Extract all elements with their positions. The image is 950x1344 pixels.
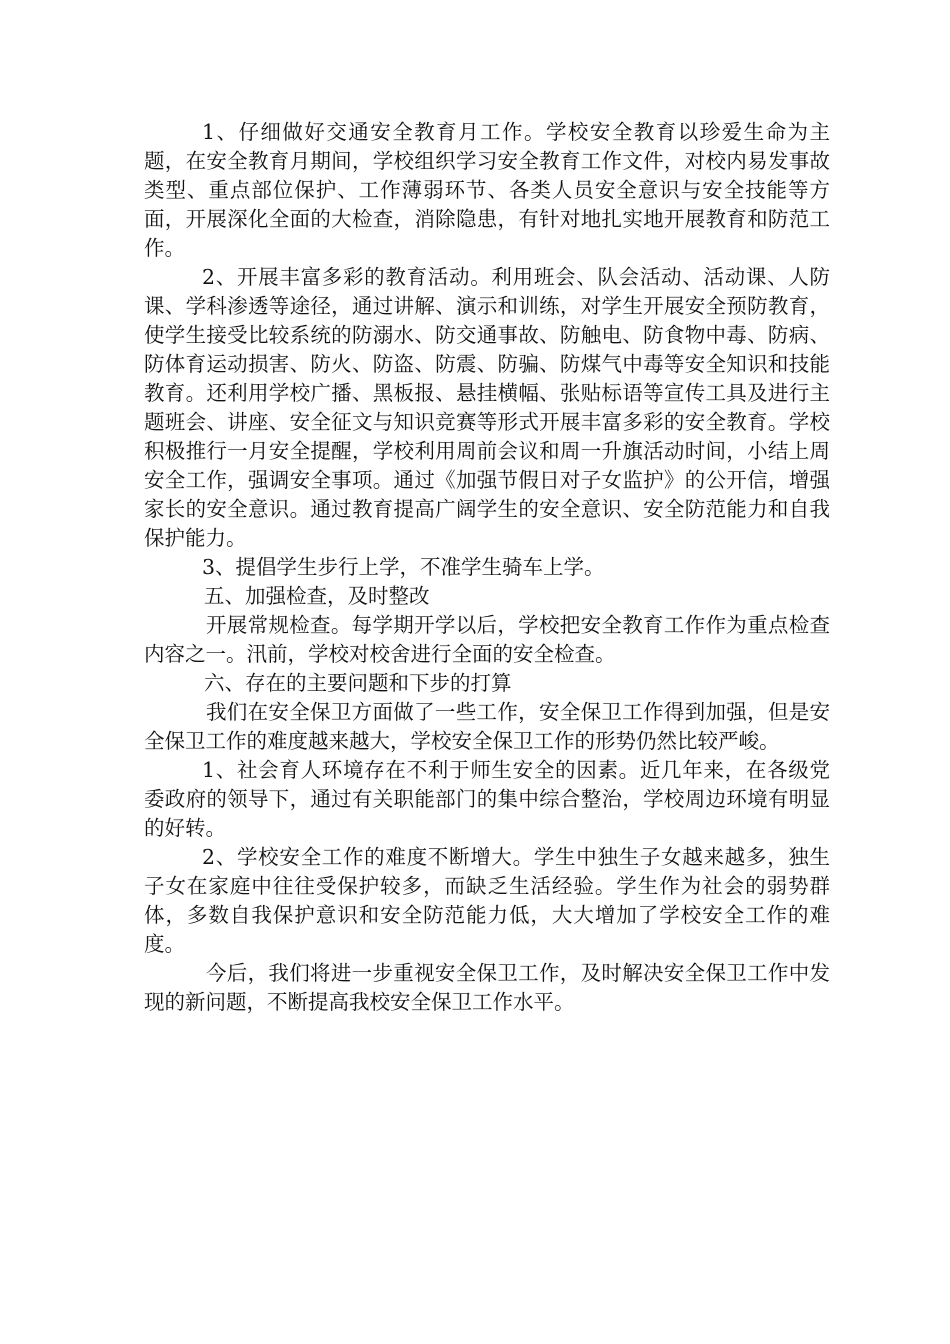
section-heading-inspection: 五、加强检查，及时整改 bbox=[204, 584, 430, 608]
paragraph-future-plans: 今后，我们将进一步重视安全保卫工作，及时解决安全保卫工作中发现的新问题，不断提高我校安全保卫工作水平。 bbox=[144, 961, 830, 1014]
paragraph-walk-to-school: 3、提倡学生步行上学，不准学生骑车上学。 bbox=[202, 555, 605, 579]
paragraph-traffic-safety-month: 1、仔细做好交通安全教育月工作。学校安全教育以珍爱生命为主题，在安全教育月期间，学校组织学习安全教育工作文件，对校内易发事故类型、重点部位保护、工作薄弱环节、各类人员安全意识与安全技能等方面，开展深化全面的大检查，消除隐患，有针对地扎实地开展教育和防范工作。 bbox=[144, 120, 830, 260]
section-heading-problems-plans: 六、存在的主要问题和下步的打算 bbox=[204, 671, 512, 695]
document-body bbox=[144, 118, 830, 1017]
paragraph-difficulty-increase: 2、学校安全工作的难度不断增大。学生中独生子女越来越多，独生子女在家庭中往往受保护较多，而缺乏生活经验。学生作为社会的弱势群体，多数自我保护意识和安全防范能力低，大大增加了学校安全工作的难度。 bbox=[144, 845, 830, 956]
paragraph-security-overview: 我们在安全保卫方面做了一些工作，安全保卫工作得到加强，但是安全保卫工作的难度越来越大，学校安全保卫工作的形势仍然比较严峻。 bbox=[144, 700, 830, 753]
paragraph-routine-inspection: 开展常规检查。每学期开学以后，学校把安全教育工作作为重点检查内容之一。汛前，学校对校舍进行全面的安全检查。 bbox=[144, 613, 830, 666]
paragraph-social-environment: 1、社会育人环境存在不利于师生安全的因素。近几年来，在各级党委政府的领导下，通过有关职能部门的集中综合整治，学校周边环境有明显的好转。 bbox=[144, 758, 830, 840]
paragraph-education-activities: 2、开展丰富多彩的教育活动。利用班会、队会活动、活动课、人防课、学科渗透等途径，通过讲解、演示和训练，对学生开展安全预防教育，使学生接受比较系统的防溺水、防交通事故、防触电、防食物中毒、防病、防体育运动损害、防火、防盗、防震、防骗、防煤气中毒等安全知识和技能教育。还利用学校广播、黑板报、悬挂横幅、张贴标语等宣传工具及进行主题班会、讲座、安全征文与知识竞赛等形式开展丰富多彩的安全教育。学校积极推行一月安全提醒，学校利用周前会议和周一升旗活动时间，小结上周安全工作，强调安全事项。通过《加强节假日对子女监护》的公开信，增强家长的安全意识。通过教育提高广阔学生的安全意识、安全防范能力和自我保护能力。 bbox=[144, 265, 830, 550]
